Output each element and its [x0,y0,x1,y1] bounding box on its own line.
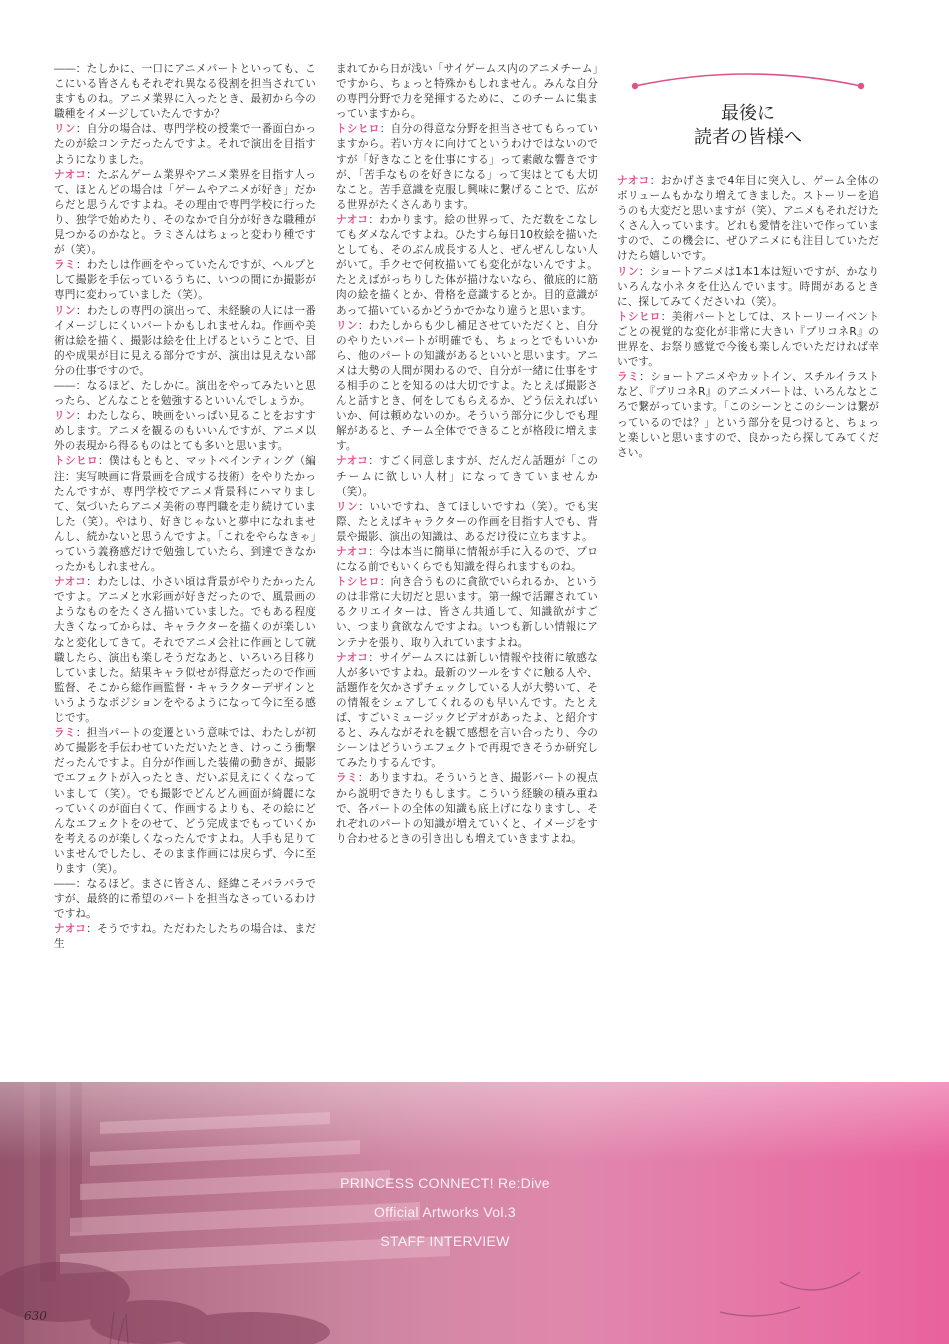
interview-paragraph [617,370,879,461]
speech-text: ：なるほど、たしかに。演出をやってみたいと思ったら、どんなことを勉強するといいんでしょうか。 [54,379,316,408]
speech-text: ：おかげさまで4年目に突入し、ゲーム全体のボリュームもかなり増えてきました。ストーリーを追うのも大変だと思いますが（笑）、アニメもそれだけたくさん入っています。どれも愛情を注いで作っていますので、この機会に、ぜひアニメにも注目していただけたら嬉しいです。 [617,175,879,263]
speaker-name: リン [54,123,76,136]
speech-text: ：すごく同意しますが、だんだん話題が「このチームに欲しい人材」になってきていませんか（笑）。 [336,455,598,498]
interview-paragraph [54,258,316,303]
speech-text: ：わたしは作画をやっていたんですが、ヘルプとして撮影を手伝っているうちに、いつの間にか撮影が専門に変わっていました（笑）。 [54,259,316,302]
interview-column-1 [54,62,316,953]
interview-paragraph [54,168,316,259]
closing-heading-text [617,102,879,150]
speaker-name: ナオコ [54,168,87,181]
heading-ornament [617,64,879,104]
speech-text: ：たぶんゲーム業界やアニメ業界を目指す人って、ほとんどの場合は「ゲームやアニメが好き」だからだと思うんですよね。その理由で専門学校に行ったり、独学で始めたり、そのなかで自分が好きな職種が見つかるのかなと。ラミさんはちょっと変わり種ですが（笑）。 [54,168,316,257]
footer-banner [0,1082,949,1344]
speaker-name: トシヒロ [617,310,661,323]
speech-text: ：ショートアニメやカットイン、スチルイラストなど、『プリコネR』のアニメパートは、いろんなところで繋がっています。「このシーンとこのシーンは繋がっているのでは？」という部分を見つけると、ちょっと楽しいと思いますので、良かったら探してみてください。 [617,371,879,459]
interview-paragraph [54,62,316,122]
speaker-name: ―― [54,63,76,75]
interview-paragraph [336,500,598,545]
speech-text: ：今は本当に簡単に情報が手に入るので、プロになる前でもいくらでも知識を得られますものね。 [336,546,599,574]
speech-text: ：向き合うものに貪欲でいられるか、というのは非常に大切だと思います。第一線で活躍されているクリエイターは、皆さん共通して、知識欲がすごい、つまり貪欲なんですよね。いつも新しい情報にアンテナを張り、取り入れていますよね。 [336,576,599,649]
speech-text: まれてから日が浅い「サイゲームス内のアニメチーム」ですから、ちょっと特殊かもしれません。みんな自分の専門分野で力を発揮するために、このチームに集まっていますから。 [336,63,598,121]
speech-text: ：わたしは、小さい頃は背景がやりたかったんですよ。アニメと水彩画が好きだったので、風景画のようなものをたくさん描いていました。でもある程度大きくなってからは、キャラクターを描くのが楽しいなと変化してきて。それでアニメ会社に作画として就職したら、演出も楽しそうだなあと、いろいろ目移りしていました。結果キャラ似せが得意だったので作画監督、そこから総作画監督・キャラクターデザインというようなポジションをやるようになって今に至る感じです。 [54,576,316,725]
speech-text: ：自分の得意な分野を担当させてもらっていますから。若い方々に向けてというわけではないのですが「好きなことを仕事にする」って素敵な響きですが、「苦手なものを好きになる」って実はとても大切なこと。苦手意識を克服し興味に繋げることで、広がる世界がたくさんあります。 [336,123,599,211]
interview-paragraph [54,122,316,167]
speaker-name: ナオコ [336,213,369,226]
speech-text: ：ショートアニメは1本1本は短いですが、かなりいろんな小ネタを仕込んでいます。時間があるときに、探してみてくださいね（笑）。 [617,265,880,308]
closing-section-heading [617,64,879,164]
speech-text: ：なるほど。まさに皆さん、経緯こそバラバラですが、最終的に希望のパートを担当なさっているわけですね。 [54,878,316,921]
interview-paragraph [54,575,316,726]
speech-text: ：いいですね、きてほしいですね（笑）。でも実際、たとえばキャラクターの作画を目指す人でも、背景や撮影、演出の知識は、あるだけ役に立ちますよ。 [336,500,599,543]
speaker-name: ラミ [54,259,76,272]
speaker-name: リン [336,319,358,332]
interview-paragraph [54,922,316,952]
speaker-name: トシヒロ [336,123,380,136]
speaker-name: リン [54,304,76,317]
interview-paragraph [54,726,316,877]
speaker-name: ―― [54,878,76,891]
interview-paragraph [54,877,316,922]
speech-text: ：サイゲームスには新しい情報や技術に敏感な人が多いですよね。最新のツールをすぐに触る人や、話題作を欠かさずチェックしている人が大勢いて、その情報をシェアしてくれるのも早いんです。たとえば、すごいミュージックビデオがあったよ、と紹介すると、みんながそれを観て感想を言い合ったり、今のシーンはどういうエフェクトで再現できそうか研究してみたりするんです。 [336,651,598,770]
speech-text: ：わたしの専門の演出って、未経験の人には一番イメージしにくいパートかもしれませんね。作画や美術は絵を描く、撮影は絵を仕上げるということで、目的や成果が目に見える部分ですが、演出は見えない部分の仕事ですので。 [54,304,316,377]
speaker-name: ラミ [336,772,358,785]
interview-paragraph [54,304,316,379]
speaker-name: トシヒロ [54,455,98,468]
interview-paragraph [617,310,879,370]
speaker-name: ナオコ [336,546,369,558]
speaker-name: ラミ [54,727,76,740]
speech-text: ：たしかに、一口にアニメパートといっても、ここにいる皆さんもそれぞれ異なる役割を担当されていますものね。アニメ業界に入ったとき、最初から今の職種をイメージしていたんですか？ [54,63,316,121]
speech-text: ：わたしなら、映画をいっぱい見ることをおすすめします。アニメを観るのもいいんですが、アニメ以外の表現から得るものはとても多いと思います。 [54,410,316,453]
speech-text: ：僕はもともと、マットペインティング（編注：実写映画に背景画を合成する技術）をやりたかったんですが、専門学校でアニメ背景科にハマりまして、気づいたらアニメ美術の専門職を走り続けていました（笑）。やはり、好きじゃないと夢中になれませんし、続かないと思うんですよ。「これをやらなきゃ」っていう義務感だけで勉強していたら、到達できなかったかもしれません。 [54,455,316,574]
speech-text: ：担当パートの変遷という意味では、わたしが初めて撮影を手伝わせていただいたとき、けっこう衝撃だったんですよ。自分が作画した装備の動きが、撮影でエフェクトが入ったとき、だいぶ見えにくくなっていまして（笑）。でも撮影でどんどん画面が綺麗になっていくのが面白くて、作画するよりも、その絵にどんなエフェクトをのせて、どう完成までもっていくかを考えるのが楽しくなったんですよね。人手も足りていませんでしたし、そのまま作画には戻らず、今に至ります（笑）。 [54,727,316,875]
speaker-name: ―― [54,379,76,392]
speaker-name: ラミ [617,371,640,384]
speaker-name: ナオコ [336,455,369,468]
interview-paragraph [336,651,598,772]
interview-paragraph [54,379,316,409]
heading-line-2: 読者の皆様へ [694,127,802,148]
interview-paragraph [54,454,316,575]
speech-text: ：美術パートとしては、ストーリーイベントごとの視覚的な変化が非常に大きい『プリコネR』の世界を、お祭り感覚で今後も楽しんでいただければ幸いです。 [617,310,880,369]
interview-paragraph [336,213,598,319]
speaker-name: ナオコ [54,923,87,936]
interview-paragraph [54,409,316,454]
interview-paragraph [617,265,879,310]
speech-text: ：わたしからも少し補足させていただくと、自分のやりたいパートが明確でも、ちょっとでもいいから、他のパートの知識があるといいと思います。アニメは大勢の人間が関わるので、自分が一緒に仕事をする相手のことを知るのは大切ですよ。たとえば撮影さんと話すとき、何をしてもらえるか、どう伝えればいいか、何は頼めないのか。そういう部分に少しでも理解があると、チーム全体でできることが格段に増えます。 [336,319,598,453]
interview-column-2 [336,62,598,847]
interview-paragraph [617,174,879,265]
speaker-name: ナオコ [336,651,369,664]
interview-paragraph [336,319,598,455]
speaker-name: ナオコ [617,175,650,187]
speaker-name: ナオコ [54,576,87,589]
interview-paragraph [336,122,598,213]
interview-paragraph [336,454,598,499]
footer-title-line-3: STAFF INTERVIEW [380,1233,510,1249]
interview-paragraph [336,62,598,122]
speaker-name: トシヒロ [336,576,380,589]
speech-text: ：わかります。絵の世界って、ただ数をこなしてもダメなんですよね。ひたすら毎日10枚絵を描いたとしても、そのぶん成長する人と、ぜんぜんしない人がいて。手クセで何枚描いても変化がないんですよ。たとえばがっちりした体が描けないなら、徹底的に筋肉の絵を描くとか、骨格を意識するとか。目的意識があって描いているかどうかでかなり違うと思います。 [336,213,598,317]
speaker-name: リン [617,265,639,278]
footer-title-line-2: Official Artworks Vol.3 [373,1204,517,1220]
speech-text: ：そうですね。ただわたしたちの場合は、まだ生 [54,923,316,951]
speaker-name: リン [336,500,359,513]
closing-column [617,174,879,461]
page-number: 630 [24,1309,47,1323]
speech-text: ：ありますね。そういうとき、撮影パートの視点から説明できたりもします。こういう経験の積み重ねで、各パートの全体の知識も底上げになりますし、それぞれのパートの知識が増えていくと、イメージをすり合わせるときの引き出しも増えていきますよね。 [336,772,598,845]
interview-paragraph [336,771,598,846]
interview-paragraph [336,575,598,650]
heading-line-1: 最後に [721,103,775,124]
speech-text: ：自分の場合は、専門学校の授業で一番面白かったのが絵コンテだったんですよ。それで演出を目指すようになりました。 [54,123,316,166]
interview-paragraph [336,545,598,575]
speaker-name: リン [54,410,76,423]
footer-title-line-1: PRINCESS CONNECT! Re:Dive [340,1175,550,1191]
